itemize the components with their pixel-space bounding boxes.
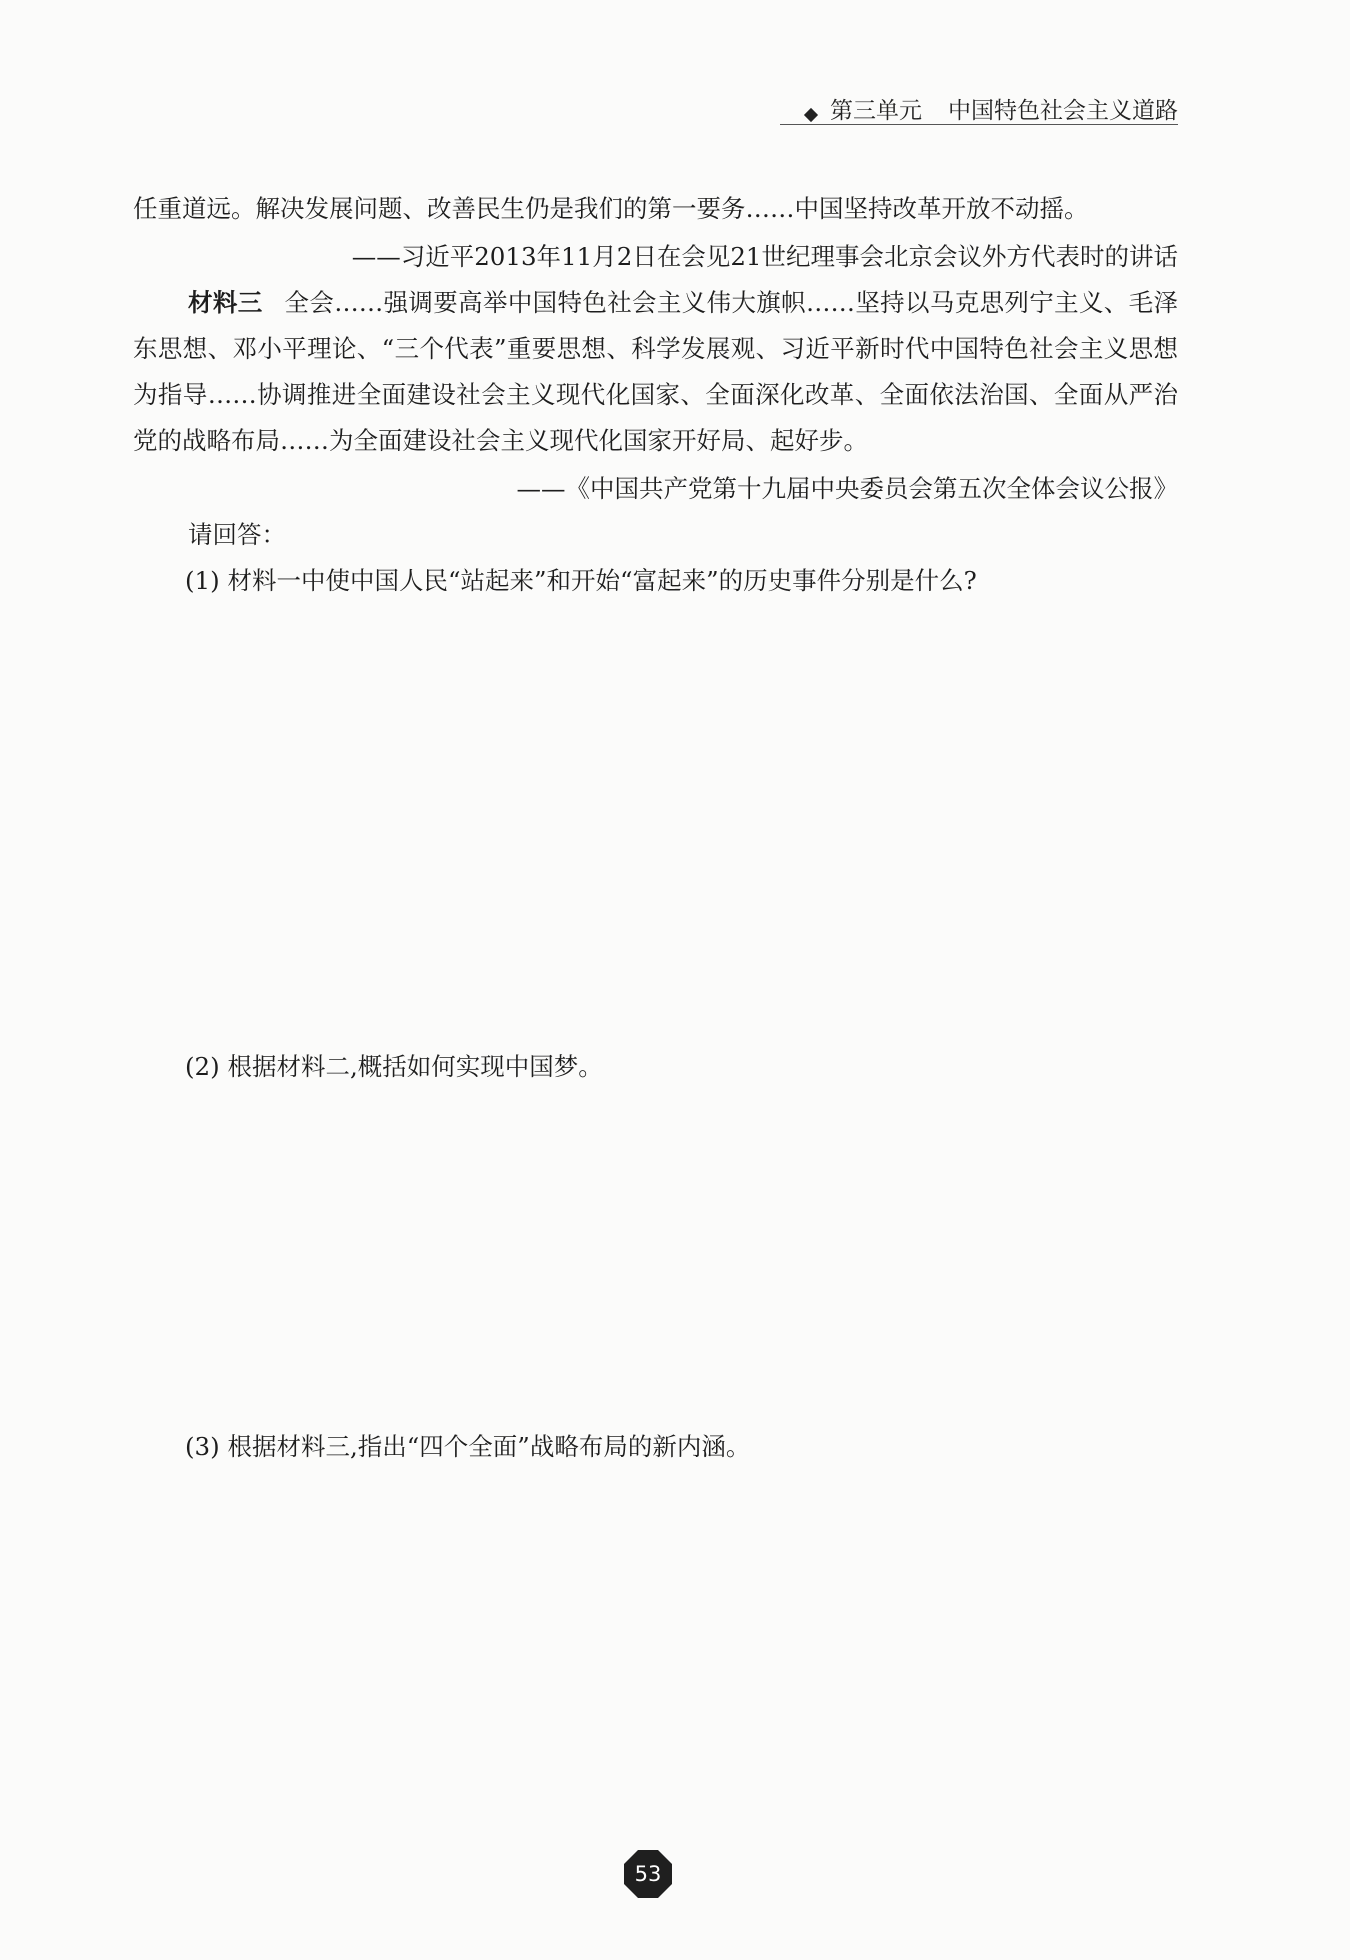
header-title: 中国特色社会主义道路 (948, 98, 1178, 124)
material2-source: ——习近平2013年11月2日在会见21世纪理事会北京会议外方代表时的讲话 (351, 242, 1178, 271)
main-content (133, 186, 1178, 604)
page-number: 53 (634, 1862, 662, 1886)
question-1: (1) 材料一中使中国人民“站起来”和开始“富起来”的历史事件分别是什么? (185, 566, 977, 595)
question-2: (2) 根据材料二,概括如何实现中国梦。 (185, 1052, 603, 1081)
page-number-badge (622, 1848, 674, 1900)
material3-label: 材料三 (188, 288, 263, 317)
material2-continuation: 任重道远。解决发展问题、改善民生仍是我们的第一要务……中国坚持改革开放不动摇。 (133, 194, 1089, 223)
header-rule (780, 124, 1178, 125)
material3-paragraph (133, 280, 1178, 464)
question-3: (3) 根据材料三,指出“四个全面”战略布局的新内涵。 (185, 1432, 751, 1461)
material3-text: 全会……强调要高举中国特色社会主义伟大旗帜……坚持以马克思列宁主义、毛泽东思想、邓小平理论、“三个代表”重要思想、科学发展观、习近平新时代中国特色社会主义思想为指导……协调推进全面建设社会主义现代化国家、全面深化改革、全面依法治国、全面从严治党的战略布局……为全面建设社会主义现代化国家开好局、起好步。 (133, 288, 1179, 455)
answer-prompt: 请回答： (188, 520, 286, 549)
page-header (806, 92, 1178, 125)
diamond-icon (804, 107, 818, 121)
material3-source: ——《中国共产党第十九届中央委员会第五次全体会议公报》 (516, 474, 1178, 503)
header-unit: 第三单元 (830, 98, 922, 124)
